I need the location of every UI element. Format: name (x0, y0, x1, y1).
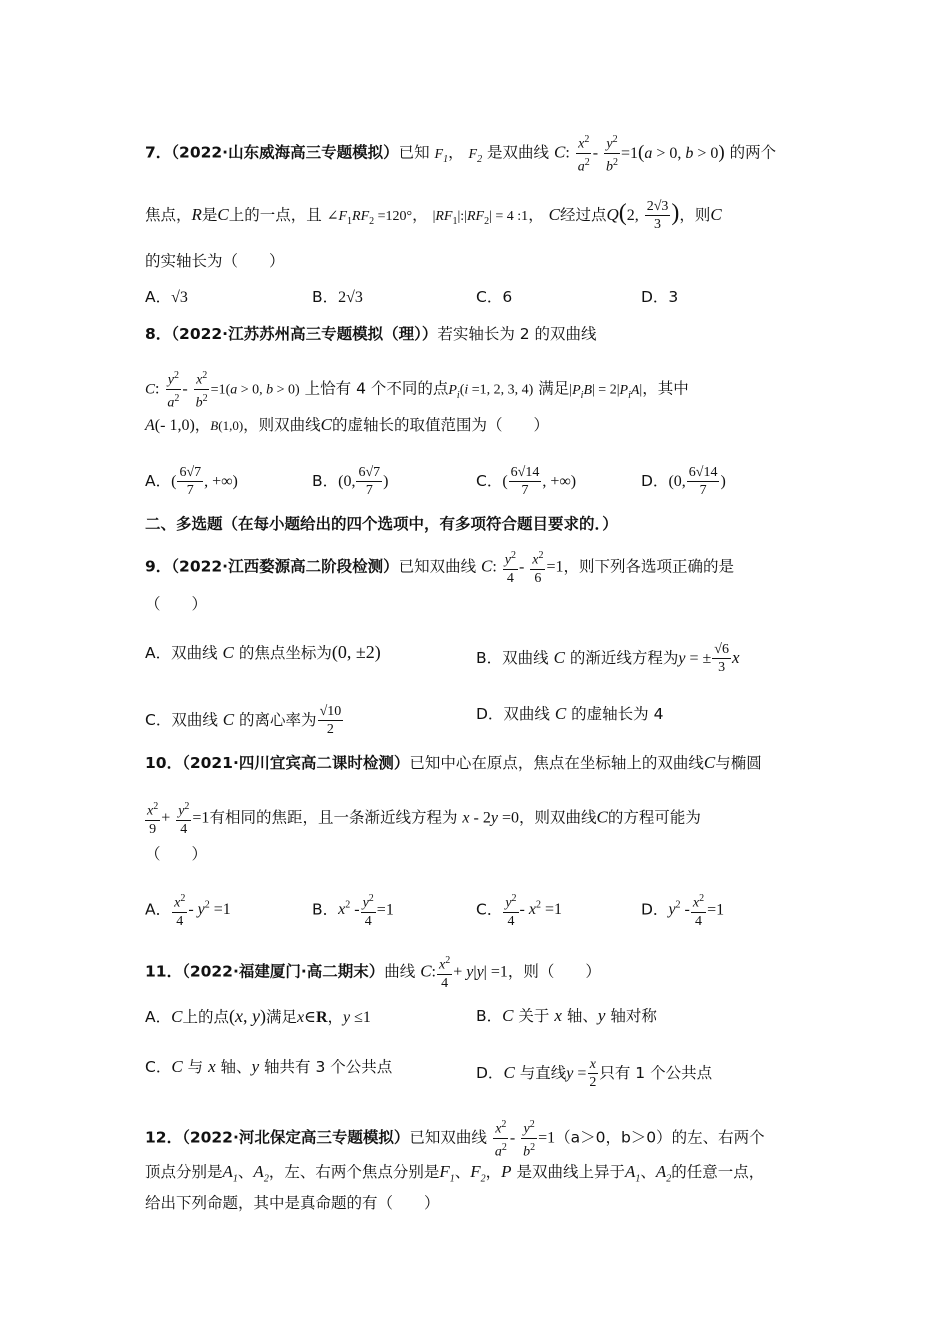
q11-option-c[interactable]: C．C 与 x 轴、y 轴共有 3 个公共点 (145, 1057, 393, 1076)
question-12-line-1: 12．（2022·河北保定高三专题模拟）已知双曲线 $\frac{x^2}{a^2}$ - $\frac{y^2}{b^2}$ =1（a＞0，b＞0）的左、右两个 (145, 1116, 765, 1160)
q8-option-a[interactable]: A．( $\frac{6√7}{7}$ , +∞) (145, 465, 238, 498)
question-9-paren: （ ） (145, 595, 208, 613)
q10-option-b[interactable]: B．$x^2$ - $\frac{y^2}{4}$ =1 (312, 890, 394, 930)
q7-option-b[interactable]: B．2√3 (312, 288, 363, 306)
q8-option-d[interactable]: D．(0, $\frac{6√14}{7}$ ) (641, 465, 726, 498)
q9-option-b[interactable]: B．双曲线 C 的渐近线方程为y = ± $\frac{√6}{3}$ x (476, 642, 740, 675)
question-9-line-1: 9．（2022·江西婺源高二阶段检测）已知双曲线 C: $\frac{y^2}{4}$ - $\frac{x^2}{6}$ =1，则下列各选项正确的是 (145, 547, 734, 587)
question-10-line-2: $\frac{x^2}{9}$ + $\frac{y^2}{4}$ =1有相同的焦距，且一条渐近线方程为 x - 2y =0，则双曲线C的方程可能为 (145, 798, 701, 838)
question-10-line-1: 10．（2021·四川宜宾高二课时检测）已知中心在原点，焦点在坐标轴上的双曲线C与椭圆 (145, 753, 762, 772)
q9-option-c[interactable]: C．双曲线 C 的离心率为 $\frac{√10}{2}$ (145, 704, 342, 737)
question-8-line-2: C: $\frac{y^2}{a^2}$ - $\frac{x^2}{b^2}$ =1(a > 0, b > 0) 上恰有 4 个不同的点$P_i(i =1$, 2, 3, 4) 满足$|P_iB| = 2|P_iA|$，其中 (145, 367, 689, 411)
q11-option-a[interactable]: A．C上的点(x, y)满足x∈R，y ≤1 (145, 1006, 371, 1026)
q7-option-c[interactable]: C．6 (476, 288, 513, 306)
question-10-paren: （ ） (145, 845, 208, 863)
question-12-line-3: 给出下列命题，其中是真命题的有（ ） (145, 1194, 440, 1212)
q10-option-a[interactable]: A． $\frac{x^2}{4}$ - $y^2 =1$ (145, 890, 231, 930)
question-12-line-2: 顶点分别是$A_1$、$A_2$，左、右两个焦点分别是$F_1$、$F_2$，P 是双曲线上异于$A_1$、$A_2$的任意一点， (145, 1162, 765, 1185)
q10-option-c[interactable]: C． $\frac{y^2}{4}$ - $x^2 =1$ (476, 890, 562, 930)
q7-option-d[interactable]: D．3 (641, 288, 679, 306)
section-heading-multi-choice: 二、多选题（在每小题给出的四个选项中，有多项符合题目要求的．） (145, 515, 618, 533)
question-7-line-3: 的实轴长为（ ） (145, 252, 285, 270)
question-11-line-1: 11．（2022·福建厦门·高二期末）曲线 C: $\frac{x^2}{4}$ + y|y| =1，则（ ） (145, 952, 601, 992)
q10-option-d[interactable]: D．$y^2$ - $\frac{x^2}{4}$ =1 (641, 890, 724, 930)
q11-option-d[interactable]: D．C 与直线y = $\frac{x}{2}$ 只有 1 个公共点 (476, 1057, 713, 1090)
q9-option-d[interactable]: D．双曲线 C 的虚轴长为 4 (476, 704, 664, 723)
q11-option-b[interactable]: B．C 关于 x 轴、y 轴对称 (476, 1006, 657, 1025)
q9-option-a[interactable]: A．双曲线 C 的焦点坐标为(0, ±2) (145, 642, 381, 662)
question-7-line-1: 7．（2022·山东威海高三专题模拟）已知 $F_1$， $F_2$ 是双曲线 C: $\frac{x^2}{a^2}$ - $\frac{y^2}{b^2}$ =1(a > 0, b > 0) 的两个 (145, 131, 776, 175)
q8-option-b[interactable]: B．(0, $\frac{6√7}{7}$ ) (312, 465, 389, 498)
question-8-line-1: 8．（2022·江苏苏州高三专题模拟（理））若实轴长为 2 的双曲线 (145, 325, 597, 343)
question-7-line-2: 焦点，R是C上的一点，且 $\angle F_1RF_2 =120^\circ$， $|RF_1|:|RF_2| = 4$ :1， C经过点Q(2, $\frac{2√3}{3}$ )，则C (145, 199, 722, 232)
q8-option-c[interactable]: C．( $\frac{6√14}{7}$ , +∞) (476, 465, 577, 498)
question-8-line-3: A(- 1,0)，B(1,0)，则双曲线C的虚轴长的取值范围为（ ） (145, 415, 550, 434)
q7-option-a[interactable]: A．√3 (145, 288, 188, 306)
